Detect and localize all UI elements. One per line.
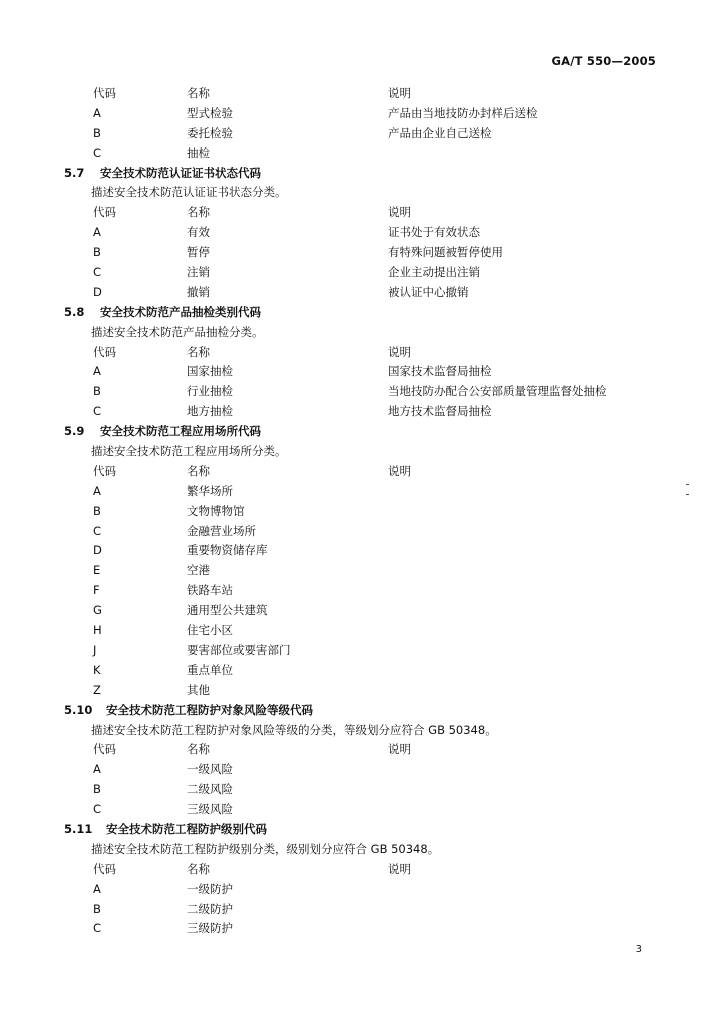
row-desc: 被认证中心撤销 — [388, 284, 469, 299]
row-code: K — [93, 662, 101, 677]
row-code: C — [93, 145, 102, 160]
description-text: 描述安全技术防范工程防护级别分类，级别划分应符合 GB 50348。 — [91, 841, 440, 856]
row-code: C — [93, 265, 102, 280]
row-name: 金融营业场所 — [187, 523, 256, 538]
table-row — [0, 919, 702, 939]
section-description — [0, 442, 702, 462]
table-row — [0, 661, 702, 681]
section-number: 5.7 — [64, 165, 85, 180]
row-name: 型式检验 — [187, 105, 233, 120]
section-heading — [0, 303, 702, 323]
description-text: 描述安全技术防范工程防护对象风险等级的分类，等级划分应符合 GB 50348。 — [91, 722, 497, 737]
row-name: 一级风险 — [187, 762, 233, 777]
row-name: 撤销 — [187, 284, 210, 299]
description-text: 描述安全技术防范认证证书状态分类。 — [91, 185, 287, 200]
column-header-code: 代码 — [93, 86, 116, 100]
table-row — [0, 522, 702, 542]
table-row — [0, 124, 702, 144]
row-code: E — [93, 563, 101, 578]
row-code: J — [93, 642, 97, 657]
table-row — [0, 104, 702, 124]
page-content — [0, 84, 702, 939]
section-number: 5.8 — [64, 304, 85, 319]
column-header-name: 名称 — [187, 742, 210, 757]
column-header-name: 名称 — [187, 463, 210, 478]
row-code: B — [93, 384, 101, 399]
section-heading — [0, 820, 702, 840]
row-name: 文物博物馆 — [187, 503, 245, 518]
section-number: 5.11 — [64, 821, 93, 836]
table-header-row — [0, 343, 702, 363]
row-code: A — [93, 483, 101, 498]
column-header-name: 名称 — [187, 86, 210, 100]
row-code: A — [93, 364, 101, 379]
row-name: 二级风险 — [187, 782, 233, 797]
row-code: B — [93, 503, 101, 518]
row-desc: 企业主动提出注销 — [388, 265, 480, 280]
row-name: 行业抽检 — [187, 384, 233, 399]
section-title: 安全技术防范工程应用场所代码 — [100, 424, 261, 439]
section-title: 安全技术防范工程防护级别代码 — [106, 821, 267, 836]
table-row — [0, 760, 702, 780]
section-title: 安全技术防范工程防护对象风险等级代码 — [106, 702, 313, 717]
table-row — [0, 144, 702, 164]
section-description — [0, 323, 702, 343]
row-desc: 证书处于有效状态 — [388, 225, 480, 240]
table-row — [0, 621, 702, 641]
description-text: 描述安全技术防范工程应用场所分类。 — [91, 444, 287, 459]
row-name: 空港 — [187, 563, 210, 578]
row-name: 重点单位 — [187, 662, 233, 677]
row-desc: 地方技术监督局抽检 — [388, 404, 492, 419]
column-header-desc: 说明 — [388, 463, 411, 478]
scan-artifact — [686, 484, 689, 485]
row-name: 要害部位或要害部门 — [187, 642, 291, 657]
section-number: 5.10 — [64, 702, 93, 717]
table-header-row — [0, 203, 702, 223]
table-row — [0, 581, 702, 601]
table-row — [0, 283, 702, 303]
row-name: 重要物资储存库 — [187, 543, 268, 558]
column-header-name: 名称 — [187, 861, 210, 876]
row-name: 抽检 — [187, 145, 210, 160]
column-header-name: 名称 — [187, 205, 210, 220]
row-code: A — [93, 225, 101, 240]
section-description — [0, 840, 702, 860]
table-row — [0, 382, 702, 402]
table-row — [0, 880, 702, 900]
table-row — [0, 243, 702, 263]
table-row — [0, 641, 702, 661]
table-row — [0, 561, 702, 581]
row-desc: 产品由企业自己送检 — [388, 125, 492, 140]
section-heading — [0, 164, 702, 184]
row-name: 暂停 — [187, 245, 210, 260]
table-row — [0, 541, 702, 561]
row-code: B — [93, 125, 101, 140]
row-code: C — [93, 523, 102, 538]
section-heading — [0, 701, 702, 721]
section-number: 5.9 — [64, 424, 85, 439]
row-code: B — [93, 245, 101, 260]
row-code: A — [93, 881, 101, 896]
row-code: Z — [93, 682, 101, 697]
row-name: 国家抽检 — [187, 364, 233, 379]
description-text: 描述安全技术防范产品抽检分类。 — [91, 324, 264, 339]
column-header-desc: 说明 — [388, 742, 411, 757]
row-name: 委托检验 — [187, 125, 233, 140]
table-header-row — [0, 740, 702, 760]
row-code: D — [93, 543, 102, 558]
row-name: 通用型公共建筑 — [187, 603, 268, 618]
table-header-row — [0, 84, 702, 104]
table-row — [0, 800, 702, 820]
section-heading — [0, 422, 702, 442]
row-name: 三级风险 — [187, 802, 233, 817]
table-row — [0, 263, 702, 283]
table-row — [0, 601, 702, 621]
sections — [0, 164, 702, 940]
row-code: D — [93, 284, 102, 299]
row-desc: 有特殊问题被暂停使用 — [388, 245, 503, 260]
column-header-code: 代码 — [93, 463, 116, 478]
row-name: 繁华场所 — [187, 483, 233, 498]
standard-code: GA/T 550—2005 — [551, 54, 656, 68]
row-code: A — [93, 105, 101, 120]
row-name: 其他 — [187, 682, 210, 697]
row-desc: 国家技术监督局抽检 — [388, 364, 492, 379]
row-code: G — [93, 603, 102, 618]
scan-artifact — [686, 494, 689, 495]
table-row — [0, 362, 702, 382]
table-row — [0, 900, 702, 920]
row-code: F — [93, 583, 100, 598]
table-row — [0, 482, 702, 502]
row-name: 住宅小区 — [187, 623, 233, 638]
row-code: A — [93, 762, 101, 777]
page-number: 3 — [635, 944, 642, 955]
row-code: H — [93, 623, 102, 638]
row-code: B — [93, 901, 101, 916]
table-row — [0, 780, 702, 800]
column-header-desc: 说明 — [388, 86, 411, 100]
section-description — [0, 721, 702, 741]
top-table-rows — [0, 104, 702, 164]
row-name: 二级防护 — [187, 901, 233, 916]
column-header-code: 代码 — [93, 344, 116, 359]
row-code: C — [93, 921, 102, 936]
row-code: C — [93, 404, 102, 419]
row-name: 地方抽检 — [187, 404, 233, 419]
table-header-row — [0, 860, 702, 880]
row-name: 一级防护 — [187, 881, 233, 896]
column-header-name: 名称 — [187, 344, 210, 359]
row-code: B — [93, 782, 101, 797]
column-header-desc: 说明 — [388, 861, 411, 876]
column-header-code: 代码 — [93, 205, 116, 220]
column-header-desc: 说明 — [388, 344, 411, 359]
row-name: 注销 — [187, 265, 210, 280]
section-description — [0, 183, 702, 203]
row-name: 有效 — [187, 225, 210, 240]
column-header-desc: 说明 — [388, 205, 411, 220]
section-title: 安全技术防范产品抽检类别代码 — [100, 304, 261, 319]
row-desc: 产品由当地技防办封样后送检 — [388, 105, 538, 120]
section-title: 安全技术防范认证证书状态代码 — [100, 165, 261, 180]
row-name: 铁路车站 — [187, 583, 233, 598]
table-row — [0, 502, 702, 522]
table-row — [0, 681, 702, 701]
table-row — [0, 223, 702, 243]
row-name: 三级防护 — [187, 921, 233, 936]
column-header-code: 代码 — [93, 742, 116, 757]
row-code: C — [93, 802, 102, 817]
column-header-code: 代码 — [93, 861, 116, 876]
row-desc: 当地技防办配合公安部质量管理监督处抽检 — [388, 384, 607, 399]
table-header-row — [0, 462, 702, 482]
table-row — [0, 402, 702, 422]
